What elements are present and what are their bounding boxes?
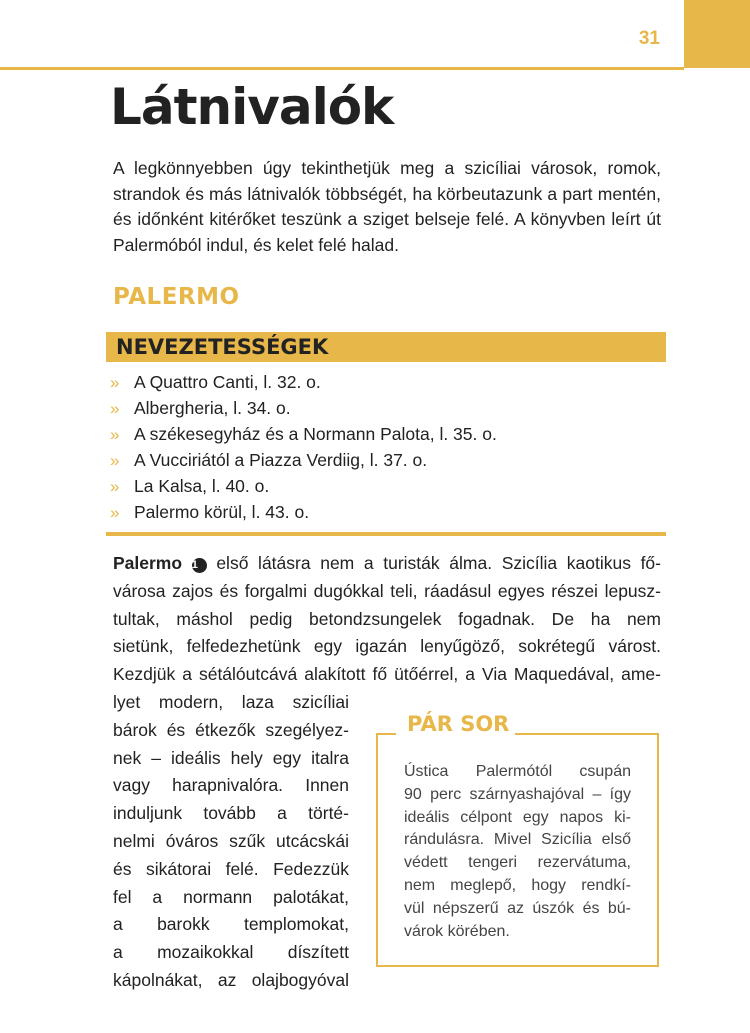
body-line: nek – ideális hely egy italra	[113, 747, 349, 768]
sight-label: Palermo körül, l. 43. o.	[134, 502, 310, 522]
sidebar-line: ideális célpont egy napos ki-	[404, 808, 631, 826]
chevron-right-icon: »	[110, 477, 120, 496]
body-line: sietünk, felfedezhetünk egy igazán lenyűgöző, sokrétegű várost.	[113, 636, 661, 657]
body-line: és sikátorai felé. Fedezzük	[113, 858, 349, 879]
chevron-right-icon: »	[110, 451, 120, 470]
sight-label: Albergheria, l. 34. o.	[134, 398, 291, 418]
body-line: kápolnákat, az olajbogyóval	[113, 969, 349, 990]
sidebar-title: PÁR SOR	[407, 712, 510, 736]
body-line	[113, 550, 661, 578]
chevron-right-icon: »	[110, 503, 120, 522]
body-line: városa zajos és forgalmi dugókkal teli, ráadásul egyes részei lepusz-	[113, 580, 661, 601]
body-line: induljunk tovább a törté-	[113, 803, 349, 824]
lead-word: Palermo	[113, 553, 183, 573]
chevron-right-icon: »	[110, 373, 120, 392]
body-line: nelmi óváros szűk utcácskái	[113, 830, 349, 851]
sight-label: A Quattro Canti, l. 32. o.	[134, 372, 321, 392]
body-line: lyet modern, laza szicíliai	[113, 692, 349, 712]
sight-label: La Kalsa, l. 40. o.	[134, 476, 270, 496]
list-item	[110, 474, 497, 500]
sidebar-line: rándulásra. Mivel Szicília első	[404, 831, 631, 849]
page-title: Látnivalók	[110, 78, 394, 136]
page-corner-tab	[684, 0, 750, 68]
sights-title: NEVEZETESSÉGEK	[116, 335, 329, 359]
section-title: PALERMO	[113, 284, 240, 310]
map-marker-icon: 1	[192, 558, 207, 573]
sight-label: A Vucciriától a Piazza Verdiig, l. 37. o.	[134, 450, 428, 470]
list-item	[110, 370, 497, 396]
list-item	[110, 500, 497, 526]
body-paragraph-top	[113, 550, 661, 689]
sidebar-text	[404, 761, 631, 943]
body-paragraph-column	[113, 689, 349, 995]
sights-bottom-rule	[106, 532, 666, 536]
body-line: tultak, máshol pedig betondzsungelek fogadnak. De ha nem	[113, 608, 661, 629]
body-line: a mozaikokkal díszített	[113, 942, 349, 963]
body-line-text: első látásra nem a turisták álma. Szicília kaotikus fő-	[206, 553, 661, 573]
sidebar-line: védett tengeri rezervátuma,	[404, 854, 631, 872]
sidebar-line: vül népszerű az úszók és bú-	[404, 899, 631, 917]
sights-list	[110, 370, 497, 526]
list-item	[110, 448, 497, 474]
sidebar-line: várok körében.	[404, 922, 510, 940]
list-item	[110, 422, 497, 448]
sidebar-box-top-left	[376, 733, 396, 735]
body-line: fel a normann palotákat,	[113, 886, 349, 907]
body-line: a barokk templomokat,	[113, 914, 349, 935]
header-rule	[0, 67, 684, 70]
page-number: 31	[638, 28, 660, 49]
body-line: bárok és étkezők szegélyez-	[113, 719, 349, 740]
sidebar-box-top-right	[515, 733, 657, 735]
list-item	[110, 396, 497, 422]
chevron-right-icon: »	[110, 425, 120, 444]
sidebar-line: Ústica Palermótól csupán	[404, 763, 631, 780]
body-line: Kezdjük a sétálóutcává alakított fő ütőérrel, a Via Maquedával, ame-	[113, 664, 661, 685]
sight-label: A székesegyház és a Normann Palota, l. 35. o.	[134, 424, 497, 444]
sidebar-line: nem meglepő, hogy rendkí-	[404, 876, 631, 894]
sidebar-line: 90 perc szárnyashajóval – így	[404, 785, 631, 803]
body-line: vagy harapnivalóra. Innen	[113, 775, 349, 796]
chevron-right-icon: »	[110, 399, 120, 418]
intro-paragraph: A legkönnyebben úgy tekinthetjük meg a szicíliai városok, romok, strandok és más látnivalók többségét, ha körbeutazunk a part mentén, és időnként kitérőket teszünk a sziget belseje felé. A könyvben leírt út Palermóból indul, és kelet felé halad.	[113, 158, 661, 255]
